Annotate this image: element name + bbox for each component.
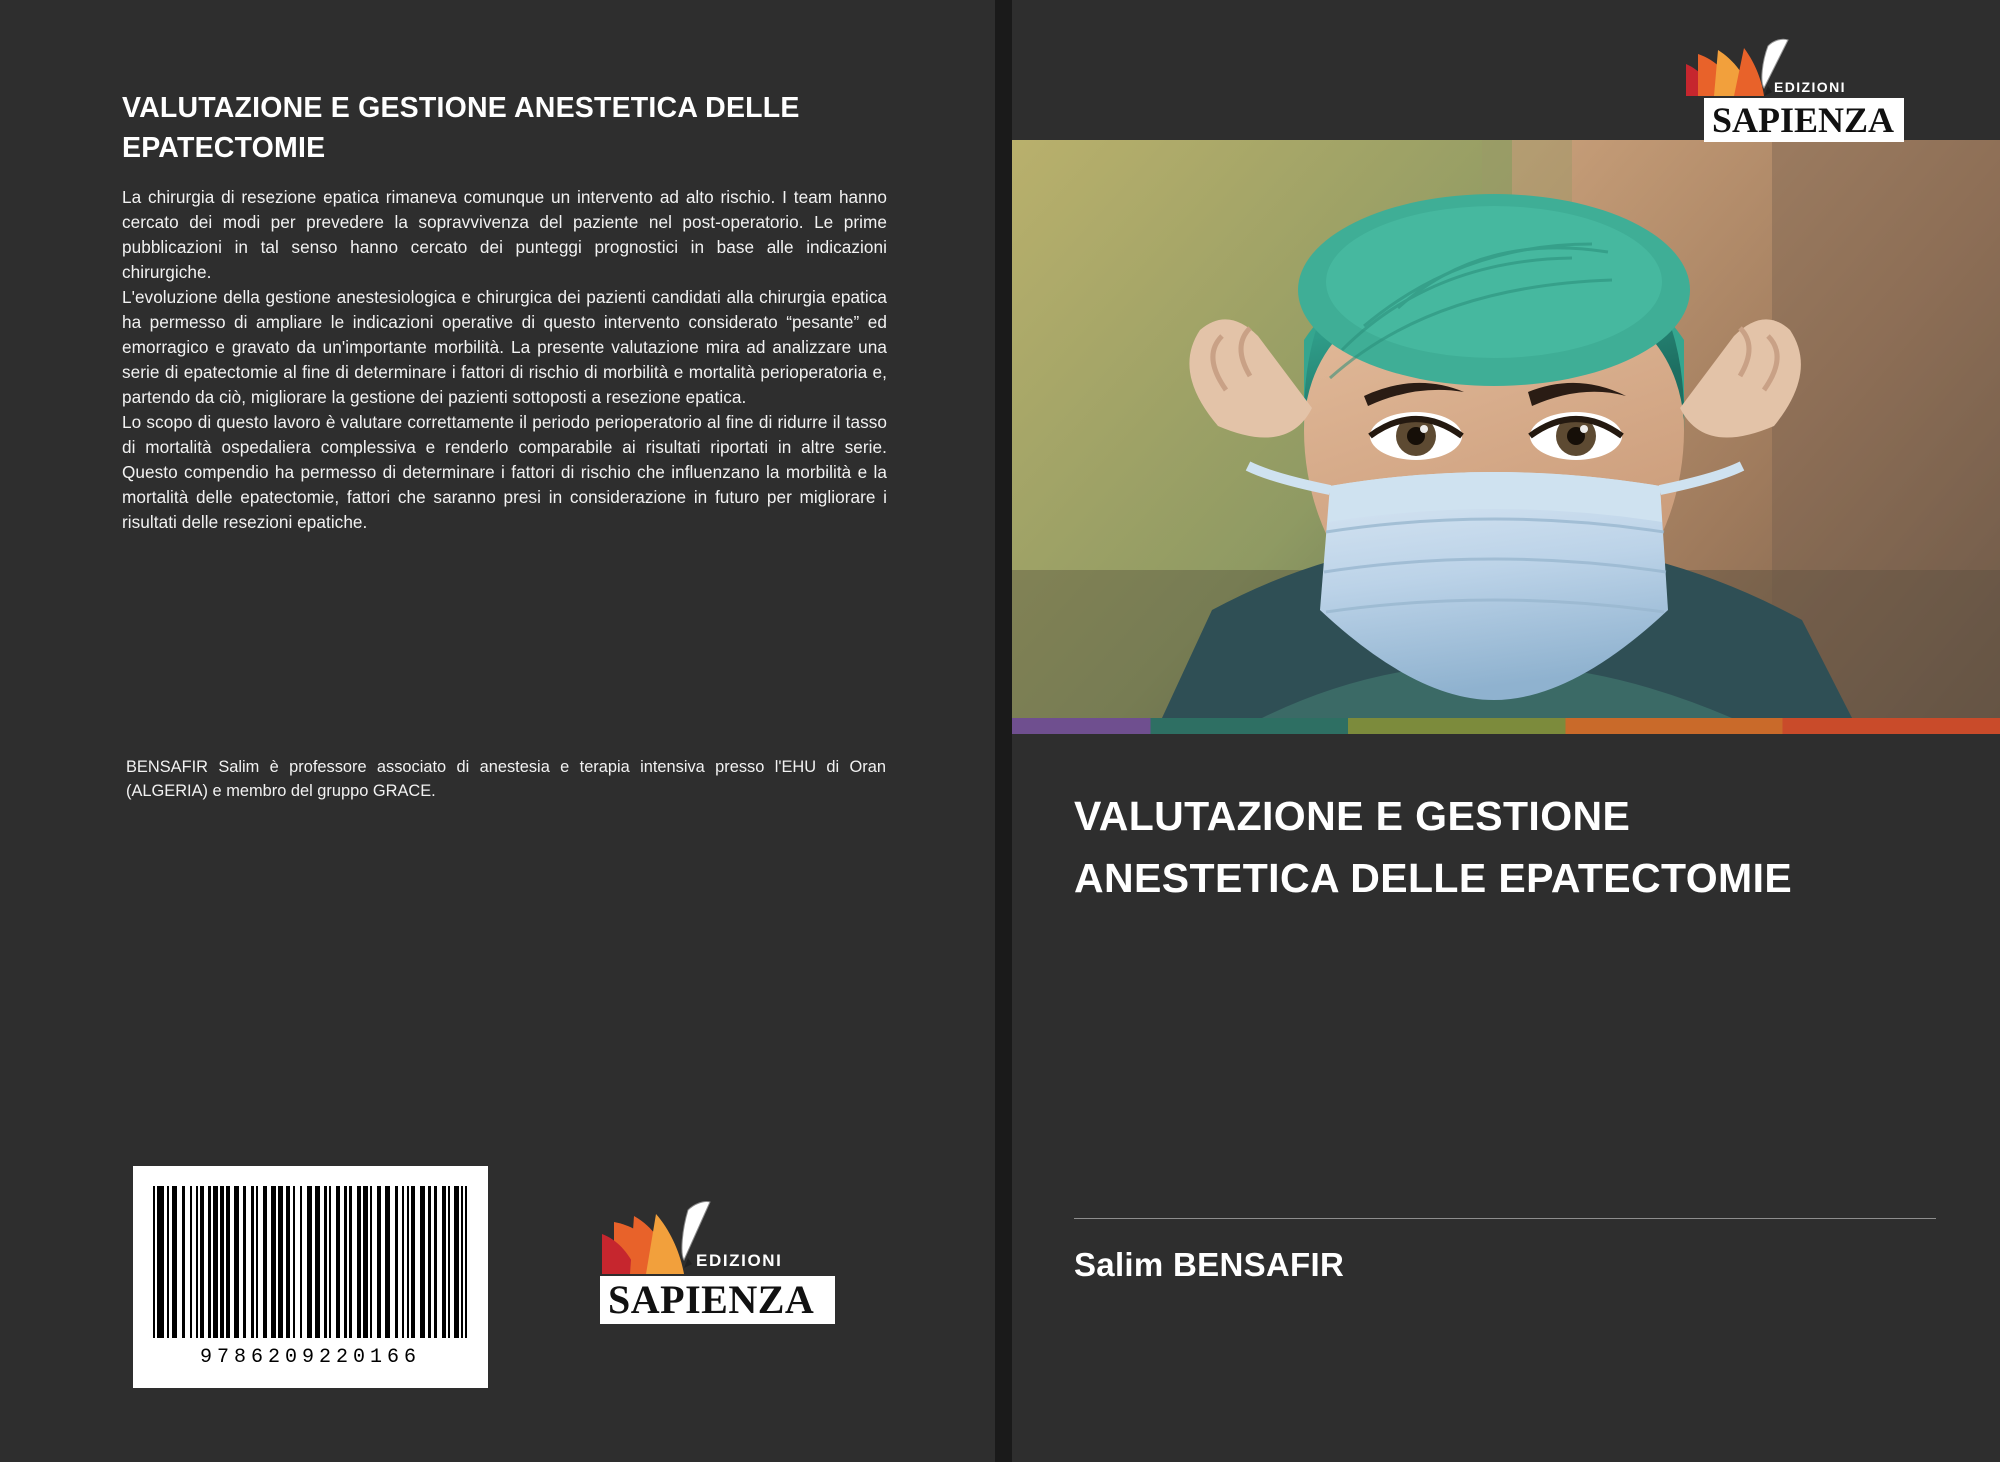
book-spine [995,0,1012,1462]
back-cover-text-block [122,88,887,535]
front-cover-author: Salim BENSAFIR [1074,1246,1345,1283]
svg-text:SAPIENZA: SAPIENZA [608,1277,815,1322]
front-cover-title: VALUTAZIONE E GESTIONE ANESTETICA DELLE EPATECTOMIE [1074,793,1793,902]
back-cover-blurb-paragraph-2: L'evoluzione della gestione anestesiologica e chirurgica dei pazienti candidati alla chirurgia epatica ha permesso di ampliare le indicazioni operative di questo intervento considerato “pesante” ed emorragico e gravato da un'importante morbilità. La presente valutazione mira ad analizzare una serie di epatectomie al fine di determinare i fattori di rischio di morbilità e mortalità perioperatoria e, partendo da ciò, migliorare la gestione dei pazienti sottoposti a resezione epatica. [122,287,887,408]
back-cover-title: VALUTAZIONE E GESTIONE ANESTETICA DELLE EPATECTOMIE [122,92,800,165]
svg-text:SAPIENZA: SAPIENZA [1712,100,1895,140]
author-bio: BENSAFIR Salim è professore associato di anestesia e terapia intensiva presso l'EHU di Oran (ALGERIA) e membro del gruppo GRACE. [126,758,886,801]
back-cover-blurb-paragraph-1: La chirurgia di resezione epatica rimaneva comunque un intervento ad alto rischio. I team hanno cercato dei modi per prevedere la sopravvivenza del paziente nel post-operatorio. Le prime pubblicazioni in tal senso hanno cercato dei punteggi prognostici in base alle indicazioni chirurgiche. [122,186,887,282]
title-author-divider [1074,1218,1936,1219]
barcode-bars [153,1186,468,1338]
back-cover-blurb-paragraph-3: Lo scopo di questo lavoro è valutare correttamente il periodo perioperatorio al fine di ridurre il tasso di mortalità ospedaliera complessiva e renderlo comparabile ai risultati riportati in altre serie. Questo compendio ha permesso di determinare i fattori di rischio che influenzano la morbilità e la mortalità delle epatectomie, fattori che saranno presi in considerazione in futuro per migliorare i risultati delle resezioni epatiche. [122,412,887,533]
front-cover [1012,0,2000,1462]
back-cover [0,0,995,1462]
sapienza-logo-icon [600,1200,835,1340]
color-stripe-divider [1012,718,2000,734]
svg-text:EDIZIONI: EDIZIONI [1774,79,1846,95]
sapienza-logo-icon [1684,38,1904,150]
surgeon-portrait-illustration [1012,140,2000,718]
cover-photo [1012,140,2000,718]
svg-text:EDIZIONI: EDIZIONI [696,1251,783,1270]
publisher-logo-front [1684,38,1904,148]
publisher-logo-back [600,1200,835,1340]
isbn-barcode [133,1166,488,1388]
isbn-number: 9786209220166 [199,1346,422,1369]
